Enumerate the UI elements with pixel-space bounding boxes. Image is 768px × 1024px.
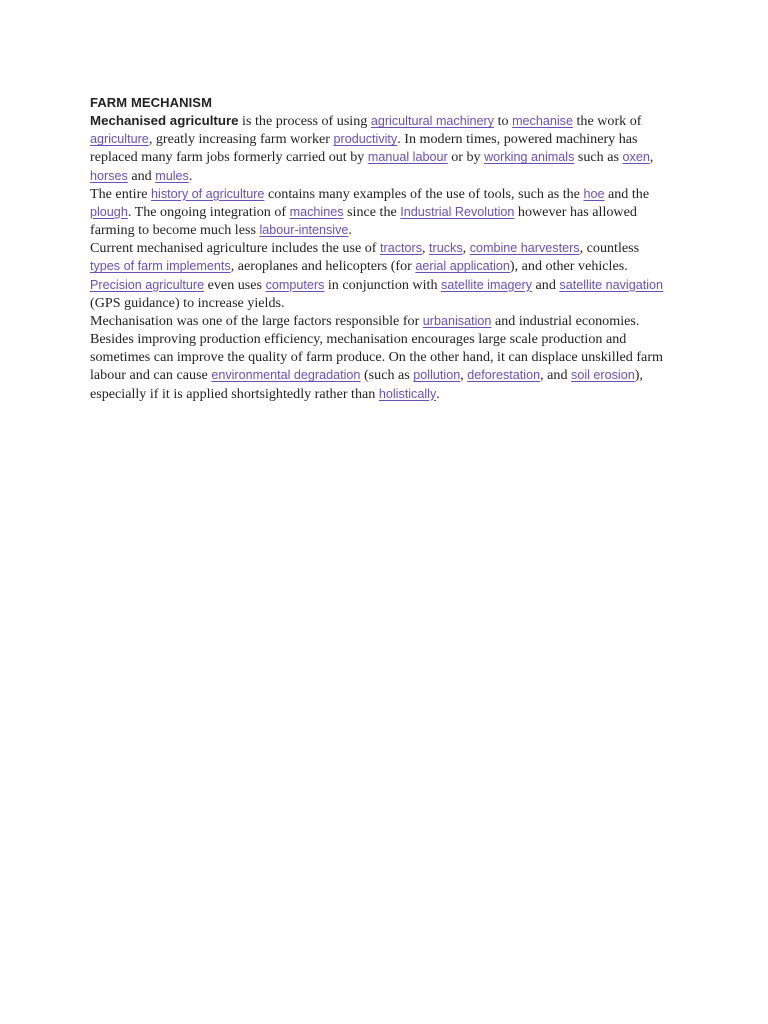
link-agriculture[interactable]: agriculture <box>90 132 149 147</box>
link-hoe[interactable]: hoe <box>583 186 605 201</box>
paragraph-mechanised-agriculture <box>90 112 670 185</box>
link-plough[interactable]: plough <box>90 204 128 219</box>
paragraph-current-mechanisation <box>90 239 670 312</box>
link-deforestation[interactable]: deforestation <box>467 368 541 383</box>
text: or by <box>447 149 485 166</box>
text: (such as <box>360 367 414 384</box>
link-machines[interactable]: machines <box>289 204 344 219</box>
link-working-animals[interactable]: working animals <box>484 150 575 165</box>
text: . <box>188 167 193 184</box>
text: . In modern times, powered machinery has replaced many farm jobs formerly carried out by <box>90 131 638 166</box>
link-agricultural-machinery[interactable]: agricultural machinery <box>370 114 495 129</box>
paragraph-effects <box>90 312 670 403</box>
link-horses[interactable]: horses <box>90 168 128 183</box>
text: , countless <box>579 240 640 257</box>
link-environmental-degradation[interactable]: environmental degradation <box>211 368 361 383</box>
text: to <box>494 113 513 130</box>
link-trucks[interactable]: trucks <box>429 241 463 256</box>
text: Mechanisation was one of the large factors responsible for <box>90 312 423 329</box>
text: , <box>649 149 654 166</box>
link-types-of-farm-implements[interactable]: types of farm implements <box>90 259 231 274</box>
link-urbanisation[interactable]: urbanisation <box>422 313 492 328</box>
text: The entire <box>90 185 152 202</box>
link-manual-labour[interactable]: manual labour <box>367 150 448 165</box>
paragraph-history <box>90 185 670 239</box>
link-aerial-application[interactable]: aerial application <box>415 259 510 274</box>
bold-term: Mechanised agriculture <box>90 113 239 129</box>
text: and the <box>604 185 650 202</box>
link-mechanise[interactable]: mechanise <box>512 114 573 129</box>
link-tractors[interactable]: tractors <box>380 241 422 256</box>
text: , <box>422 240 430 257</box>
link-mules[interactable]: mules <box>155 168 189 183</box>
text: , aeroplanes and helicopters (for <box>230 258 416 275</box>
text: , <box>460 367 468 384</box>
link-productivity[interactable]: productivity <box>333 132 398 147</box>
link-combine-harvesters[interactable]: combine harvesters <box>469 241 580 256</box>
link-history-of-agriculture[interactable]: history of agriculture <box>151 186 265 201</box>
link-satellite-imagery[interactable]: satellite imagery <box>441 277 533 292</box>
link-satellite-navigation[interactable]: satellite navigation <box>559 277 664 292</box>
link-precision-agriculture[interactable]: Precision agriculture <box>90 277 205 292</box>
text: and <box>127 167 156 184</box>
text: . <box>436 385 440 402</box>
text: and <box>532 276 560 293</box>
text: since the <box>343 203 401 220</box>
text: (GPS guidance) to increase yields. <box>90 294 285 311</box>
text: and industrial economies. Besides improving production efficiency, mechanisation encourages large scale production and sometimes can improve the quality of farm produce. On the other hand, it can displace unskilled farm labour and can cause <box>90 312 663 384</box>
document-body <box>90 94 670 403</box>
text: . <box>348 222 352 239</box>
text: , greatly increasing farm worker <box>148 131 334 148</box>
link-holistically[interactable]: holistically <box>378 386 437 401</box>
text: . The ongoing integration of <box>127 203 290 220</box>
link-labour-intensive[interactable]: labour-intensive <box>259 223 349 238</box>
text: such as <box>574 149 623 166</box>
text: the work of <box>572 113 642 130</box>
text: in conjunction with <box>324 276 442 293</box>
document-title: FARM MECHANISM <box>90 95 213 110</box>
text: Current mechanised agriculture includes the use of <box>90 240 380 257</box>
link-pollution[interactable]: pollution <box>413 368 461 383</box>
link-oxen[interactable]: oxen <box>622 150 650 165</box>
text: is the process of using <box>238 113 371 130</box>
text: even uses <box>204 276 266 293</box>
link-industrial-revolution[interactable]: Industrial Revolution <box>400 204 515 219</box>
text: ), and other vehicles. <box>509 258 628 275</box>
text: ), especially if it is applied shortsightedly rather than <box>90 367 643 402</box>
text: however has allowed farming to become much less <box>90 203 637 239</box>
link-soil-erosion[interactable]: soil erosion <box>571 368 635 383</box>
link-computers[interactable]: computers <box>265 277 325 292</box>
text: , and <box>540 367 572 384</box>
text: contains many examples of the use of tools, such as the <box>264 185 584 202</box>
text: , <box>462 240 470 257</box>
